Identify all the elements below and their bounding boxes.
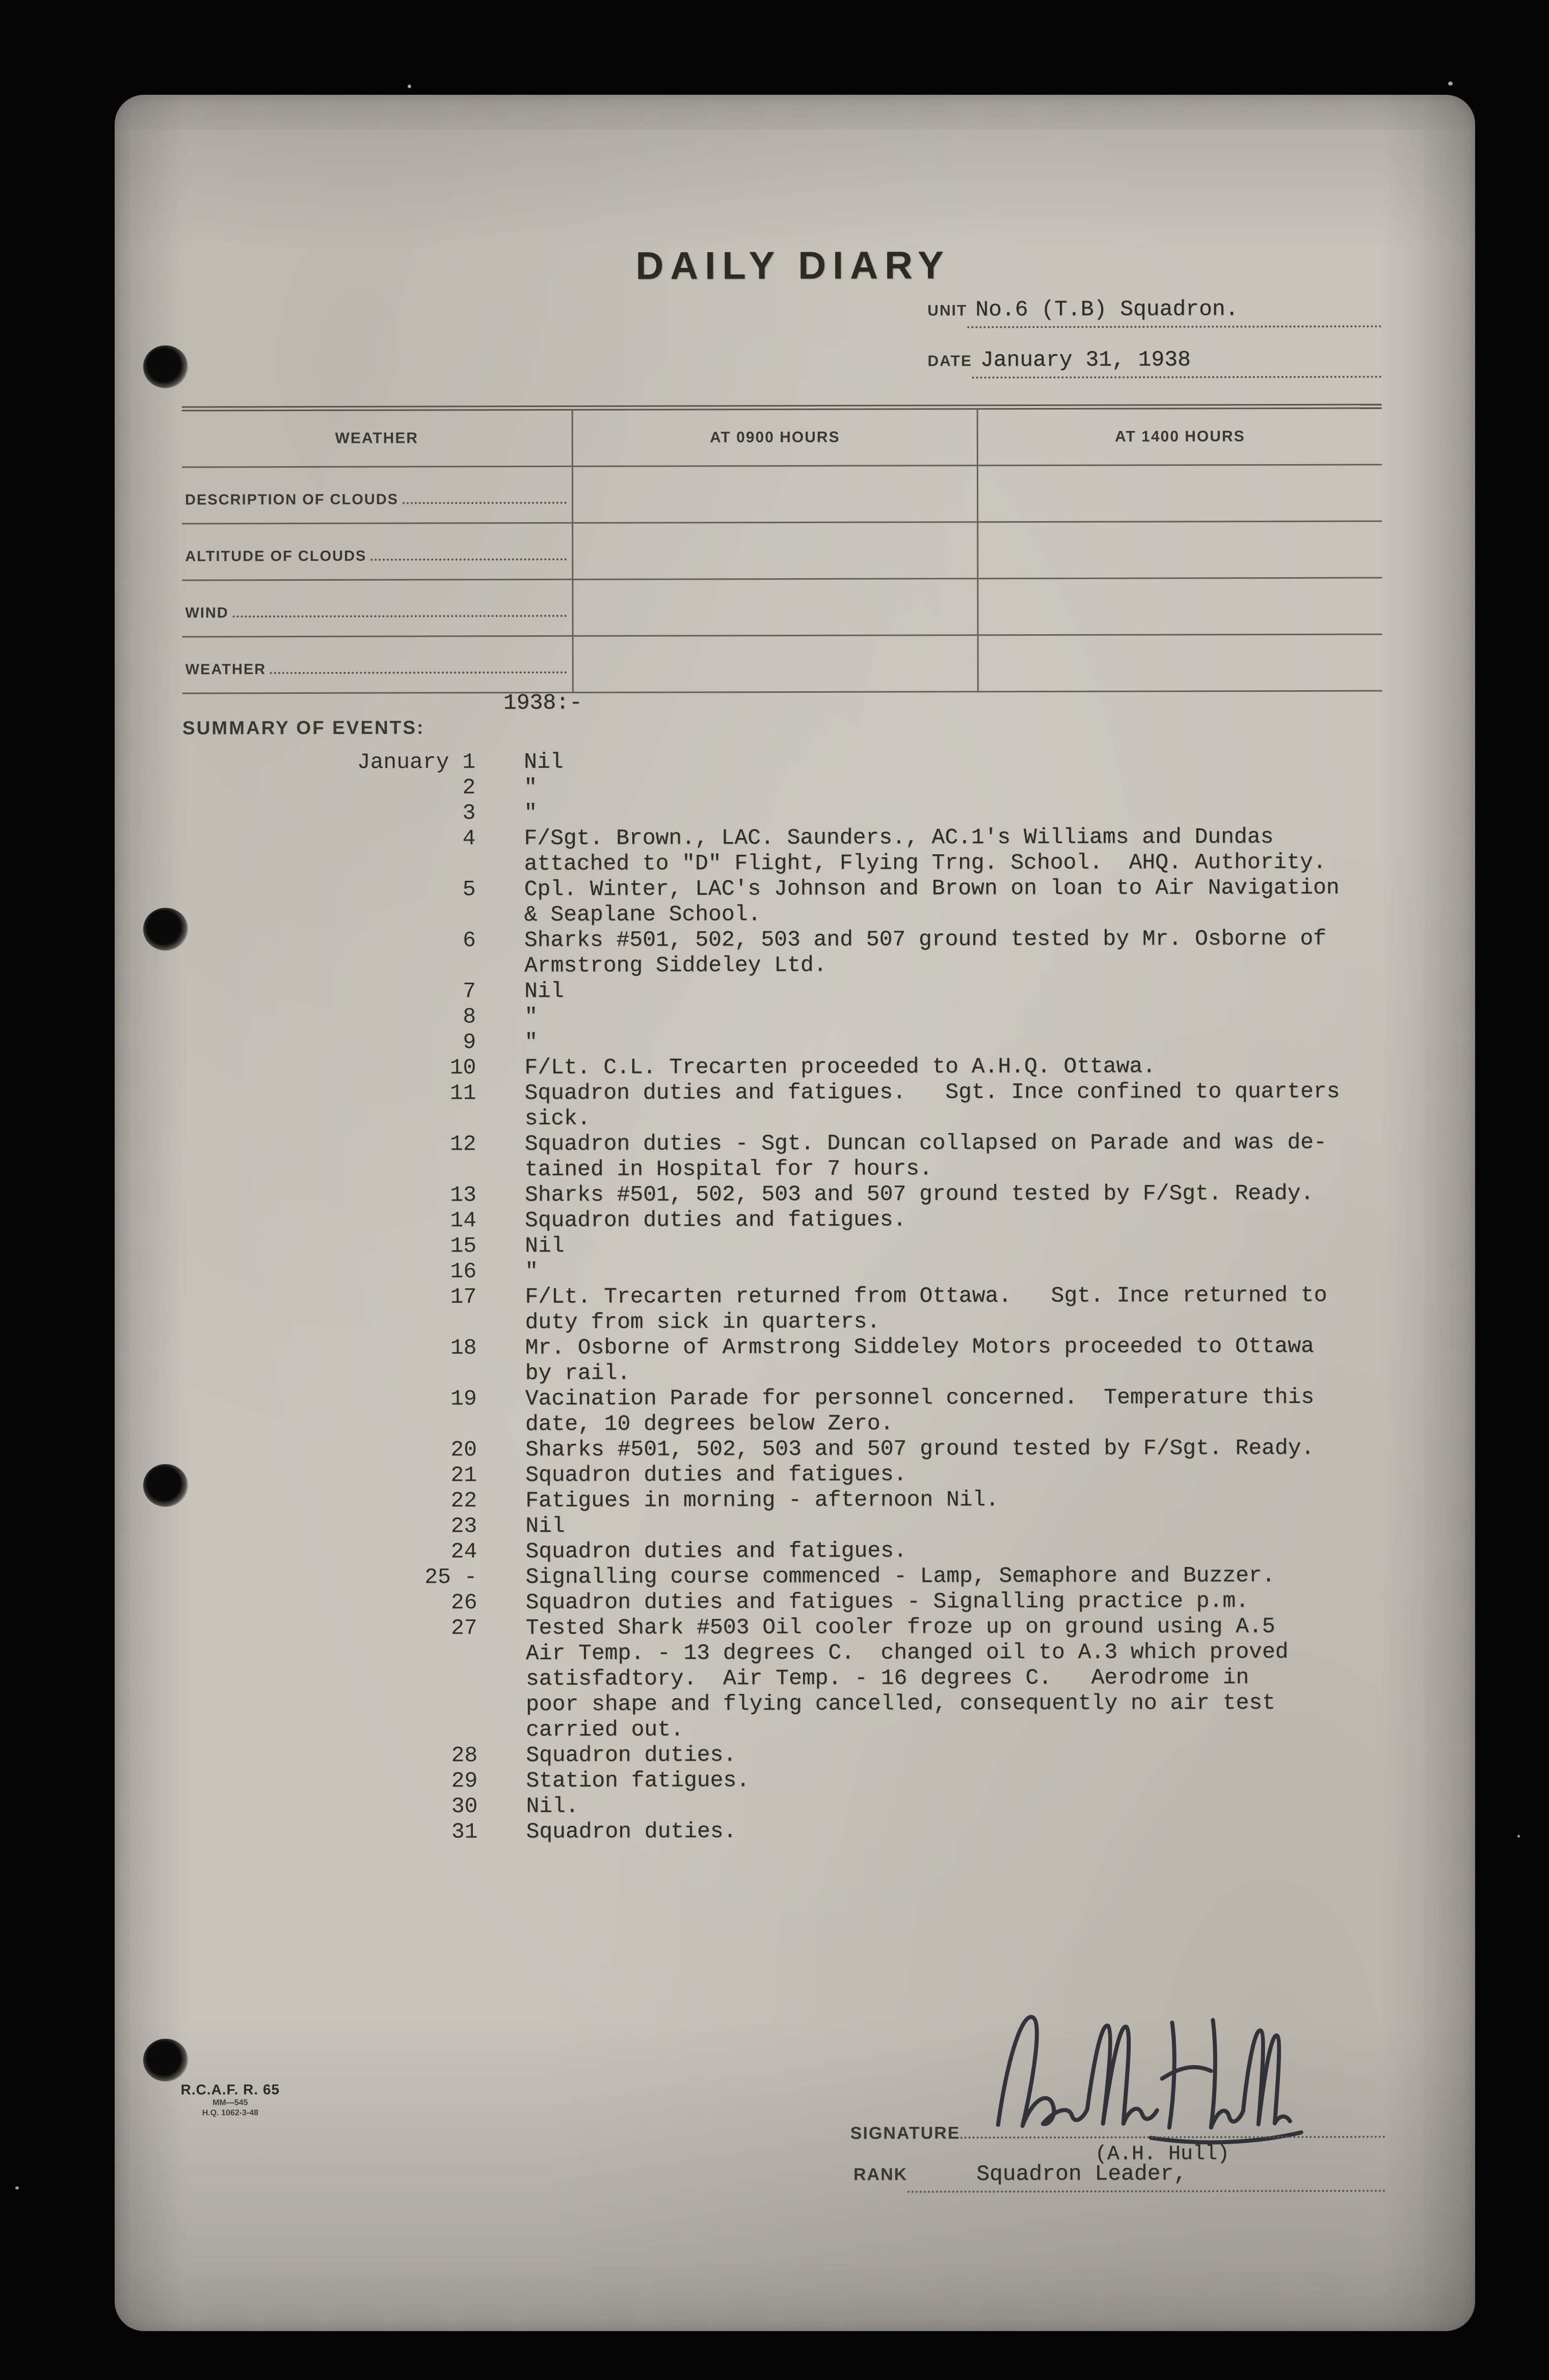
event-row: [183, 1283, 1383, 1336]
event-lines: [525, 1385, 1314, 1437]
event-line: Squadron duties - Sgt. Duncan collapsed on Parade and was de-: [524, 1129, 1327, 1157]
event-lines: [524, 824, 1326, 877]
weather-table-header: [182, 411, 572, 468]
event-row: [184, 1461, 1384, 1489]
signature-typed-name: (A.H. Hull): [1094, 2143, 1230, 2166]
event-line: Squadron duties.: [526, 1819, 737, 1845]
weather-table: [182, 404, 1382, 694]
signature-label: SIGNATURE: [850, 2123, 960, 2143]
event-lines: [524, 926, 1326, 979]
event-row: [183, 1232, 1383, 1260]
event-lines: [525, 1462, 906, 1489]
row-label-cell: [182, 524, 572, 581]
event-day: 24: [450, 1539, 477, 1564]
event-line: Squadron duties.: [526, 1742, 737, 1768]
row-label-weather: WEATHER: [185, 661, 266, 678]
dust-speck: [15, 2186, 19, 2189]
event-day: 4: [462, 826, 476, 851]
event-line: Sharks #501, 502, 503 and 507 ground tested by F/Sgt. Ready.: [524, 1180, 1314, 1208]
event-day: 17: [450, 1284, 477, 1310]
row-label-cell: [182, 467, 572, 525]
event-row: [184, 1767, 1384, 1795]
row-label-cell: [182, 637, 572, 694]
stamp-line: R.C.A.F. R. 65: [180, 2081, 280, 2098]
dotted-leader: [370, 558, 567, 561]
event-day: 26: [450, 1590, 477, 1615]
signature-field: [850, 2107, 1385, 2144]
event-row: [183, 1028, 1383, 1056]
rank-value: Squadron Leader,: [976, 2161, 1187, 2187]
event-lines: [525, 1436, 1314, 1463]
event-row: [183, 1257, 1383, 1285]
event-row: [182, 799, 1382, 827]
event-line: carried out.: [526, 1717, 684, 1743]
event-row: [183, 1130, 1383, 1183]
empty-cell: [572, 636, 977, 693]
event-lines: [526, 1819, 736, 1845]
weather-table-header: [572, 410, 977, 467]
unit-label: UNIT: [927, 302, 968, 319]
event-day: 30: [451, 1794, 478, 1819]
event-line: Signalling course commenced - Lamp, Semaphore and Buzzer.: [525, 1563, 1275, 1590]
empty-cell: [977, 522, 1382, 580]
event-line: Sharks #501, 502, 503 and 507 ground tested by Mr. Osborne of: [524, 926, 1326, 953]
empty-cell: [572, 579, 977, 637]
summary-of-events-label: SUMMARY OF EVENTS:: [182, 717, 425, 739]
event-day: 7: [463, 979, 476, 1004]
dust-speck: [1448, 82, 1453, 86]
weather-table-header: [977, 409, 1382, 467]
empty-cell: [572, 466, 977, 524]
event-line: duty from sick in quarters.: [525, 1309, 880, 1335]
event-line: poor shape and flying cancelled, consequently no air test: [525, 1690, 1275, 1717]
event-day: 28: [451, 1743, 478, 1768]
event-day: 10: [449, 1055, 476, 1080]
event-day: 6: [463, 928, 476, 953]
event-day: 14: [450, 1208, 477, 1233]
dotted-leader: [403, 502, 567, 504]
event-row: [184, 1436, 1384, 1464]
event-lines: [526, 1794, 578, 1819]
event-day: 25 -: [424, 1564, 477, 1590]
scanned-page: [115, 95, 1475, 2331]
rank-underline: [907, 2161, 1385, 2193]
event-line: satisfadtory. Air Temp. - 16 degrees C. Aerodrome in: [525, 1665, 1249, 1692]
event-line: Sharks #501, 502, 503 and 507 ground tested by F/Sgt. Ready.: [525, 1435, 1315, 1463]
event-day: 18: [450, 1335, 477, 1361]
event-line: Squadron duties and fatigues - Signalling practice p.m.: [525, 1588, 1249, 1615]
event-line: Squadron duties and fatigues.: [525, 1462, 907, 1488]
event-row: [182, 748, 1382, 776]
signature-underline: [960, 2107, 1385, 2139]
event-row: [183, 926, 1383, 980]
event-line: F/Lt. C.L. Trecarten proceeded to A.H.Q. Ottawa.: [524, 1053, 1156, 1080]
event-line: Vacination Parade for personnel concerned. Temperature this: [525, 1384, 1315, 1412]
rank-label: RANK: [853, 2165, 908, 2184]
event-line: attached to "D" Flight, Flying Trng. School. AHQ. Authority.: [524, 849, 1326, 877]
event-lines: [525, 1130, 1327, 1182]
dotted-leader: [233, 615, 567, 617]
event-row: [184, 1588, 1384, 1616]
page-title: DAILY DIARY: [635, 244, 950, 288]
date-field: [927, 347, 1381, 379]
event-line: Nil.: [526, 1793, 579, 1819]
stamp-line: MM—545: [212, 2098, 248, 2107]
date-underline: [972, 347, 1382, 379]
header-0900: AT 0900 HOURS: [710, 428, 840, 446]
event-day: 29: [451, 1768, 478, 1794]
event-row: [184, 1334, 1384, 1387]
event-lines: [524, 979, 564, 1004]
rank-field: [853, 2161, 1385, 2193]
event-lines: [525, 1513, 565, 1539]
unit-underline: [967, 296, 1381, 329]
rcaf-form-stamp: [181, 2081, 280, 2118]
event-day: 9: [463, 1030, 476, 1055]
event-line: ": [524, 800, 538, 826]
event-row: [182, 773, 1382, 801]
event-line: F/Lt. Trecarten returned from Ottawa. Sgt. Ince returned to: [525, 1282, 1327, 1310]
event-line: Station fatigues.: [526, 1768, 750, 1794]
event-day: 5: [462, 877, 476, 902]
event-day: 13: [450, 1182, 476, 1208]
event-line: ": [524, 1004, 538, 1030]
event-day: January 1: [357, 749, 476, 775]
event-row: [184, 1818, 1384, 1846]
dust-speck: [1517, 1835, 1520, 1837]
event-row: [184, 1792, 1384, 1820]
event-row: [183, 1079, 1383, 1132]
event-line: ": [524, 1030, 538, 1055]
event-lines: [525, 1334, 1314, 1386]
event-row: [184, 1741, 1384, 1769]
date-label: DATE: [927, 353, 972, 370]
event-day: 22: [450, 1488, 477, 1513]
event-lines: [524, 1004, 538, 1030]
event-day: 12: [450, 1131, 476, 1157]
year-heading: 1938:-: [503, 690, 582, 716]
event-row: [183, 1206, 1383, 1234]
event-row: [183, 1053, 1383, 1081]
event-line: tained in Hospital for 7 hours.: [524, 1156, 932, 1182]
event-line: Squadron duties and fatigues.: [524, 1207, 906, 1233]
event-lines: [525, 1259, 538, 1284]
event-line: Air Temp. - 13 degrees C. changed oil to A.3 which proved: [525, 1639, 1289, 1666]
event-day: 16: [450, 1259, 477, 1284]
event-lines: [524, 875, 1340, 928]
empty-cell: [977, 635, 1382, 693]
event-row: [184, 1563, 1384, 1591]
stamp-line: H.Q. 1062-3-48: [202, 2108, 259, 2118]
event-row: [184, 1614, 1385, 1744]
event-day: 11: [449, 1080, 476, 1106]
empty-cell: [977, 466, 1382, 523]
empty-cell: [572, 523, 977, 580]
event-line: Nil: [524, 749, 564, 775]
date-value: January 31, 1938: [980, 347, 1191, 373]
event-row: [182, 824, 1382, 878]
event-row: [183, 1003, 1383, 1031]
event-lines: [525, 1181, 1314, 1208]
event-lines: [525, 1207, 906, 1234]
event-row: [183, 875, 1383, 929]
event-day: 8: [463, 1004, 476, 1030]
row-label-wind: WIND: [185, 605, 229, 621]
header-1400: AT 1400 HOURS: [1115, 428, 1245, 445]
event-line: Nil: [525, 1513, 565, 1539]
event-row: [183, 977, 1383, 1005]
event-row: [184, 1537, 1384, 1565]
row-label-clouds-description: DESCRIPTION OF CLOUDS: [185, 491, 399, 508]
event-line: Squadron duties and fatigues.: [525, 1538, 907, 1564]
event-lines: [524, 775, 537, 800]
events-list: [182, 748, 1384, 1846]
event-line: sick.: [524, 1105, 591, 1131]
event-day: 3: [462, 800, 476, 826]
unit-value: No.6 (T.B) Squadron.: [975, 296, 1239, 322]
event-line: Armstrong Siddeley Ltd.: [524, 952, 827, 979]
event-line: Tested Shark #503 Oil cooler froze up on ground using A.5: [525, 1614, 1275, 1641]
event-row: [183, 1181, 1383, 1209]
event-lines: [525, 1563, 1275, 1590]
dotted-leader: [270, 671, 567, 674]
event-day: 19: [450, 1386, 477, 1412]
event-line: Squadron duties and fatigues. Sgt. Ince confined to quarters: [524, 1078, 1340, 1106]
event-lines: [525, 1233, 565, 1259]
event-lines: [524, 1054, 1156, 1081]
event-row: [184, 1385, 1384, 1438]
event-day: 15: [450, 1233, 477, 1259]
event-day: 27: [451, 1615, 477, 1641]
empty-cell: [977, 579, 1382, 636]
event-lines: [524, 1030, 538, 1055]
event-day: 31: [451, 1819, 478, 1845]
event-line: ": [524, 775, 538, 800]
header-weather: WEATHER: [335, 429, 419, 447]
unit-field: [927, 296, 1381, 329]
event-lines: [526, 1588, 1249, 1615]
event-lines: [524, 1079, 1340, 1131]
event-lines: [525, 1283, 1327, 1335]
event-line: & Seaplane School.: [524, 902, 761, 928]
row-label-clouds-altitude: ALTITUDE OF CLOUDS: [185, 548, 367, 565]
event-line: Cpl. Winter, LAC's Johnson and Brown on loan to Air Navigation: [524, 875, 1340, 902]
document-content: [112, 93, 1477, 2333]
event-row: [184, 1512, 1384, 1540]
event-lines: [524, 800, 537, 826]
event-lines: [524, 749, 564, 775]
event-day: 21: [450, 1463, 477, 1488]
event-lines: [526, 1768, 750, 1794]
event-line: Mr. Osborne of Armstrong Siddeley Motors proceeded to Ottawa: [525, 1333, 1314, 1361]
event-day: 20: [450, 1437, 477, 1463]
event-day: 2: [462, 775, 476, 800]
event-lines: [525, 1487, 999, 1513]
event-line: by rail.: [525, 1360, 631, 1386]
event-day: 23: [450, 1513, 477, 1539]
event-line: F/Sgt. Brown., LAC. Saunders., AC.1's Williams and Dundas: [524, 824, 1274, 851]
event-line: ": [525, 1259, 539, 1284]
event-lines: [526, 1742, 736, 1768]
event-lines: [525, 1538, 906, 1565]
event-lines: [526, 1614, 1289, 1743]
event-line: Fatigues in morning - afternoon Nil.: [525, 1487, 999, 1513]
event-line: Nil: [524, 978, 564, 1004]
dust-speck: [408, 85, 411, 88]
event-line: Nil: [525, 1233, 565, 1259]
row-label-cell: [182, 580, 572, 638]
event-line: date, 10 degrees below Zero.: [525, 1411, 894, 1437]
event-row: [184, 1486, 1384, 1514]
